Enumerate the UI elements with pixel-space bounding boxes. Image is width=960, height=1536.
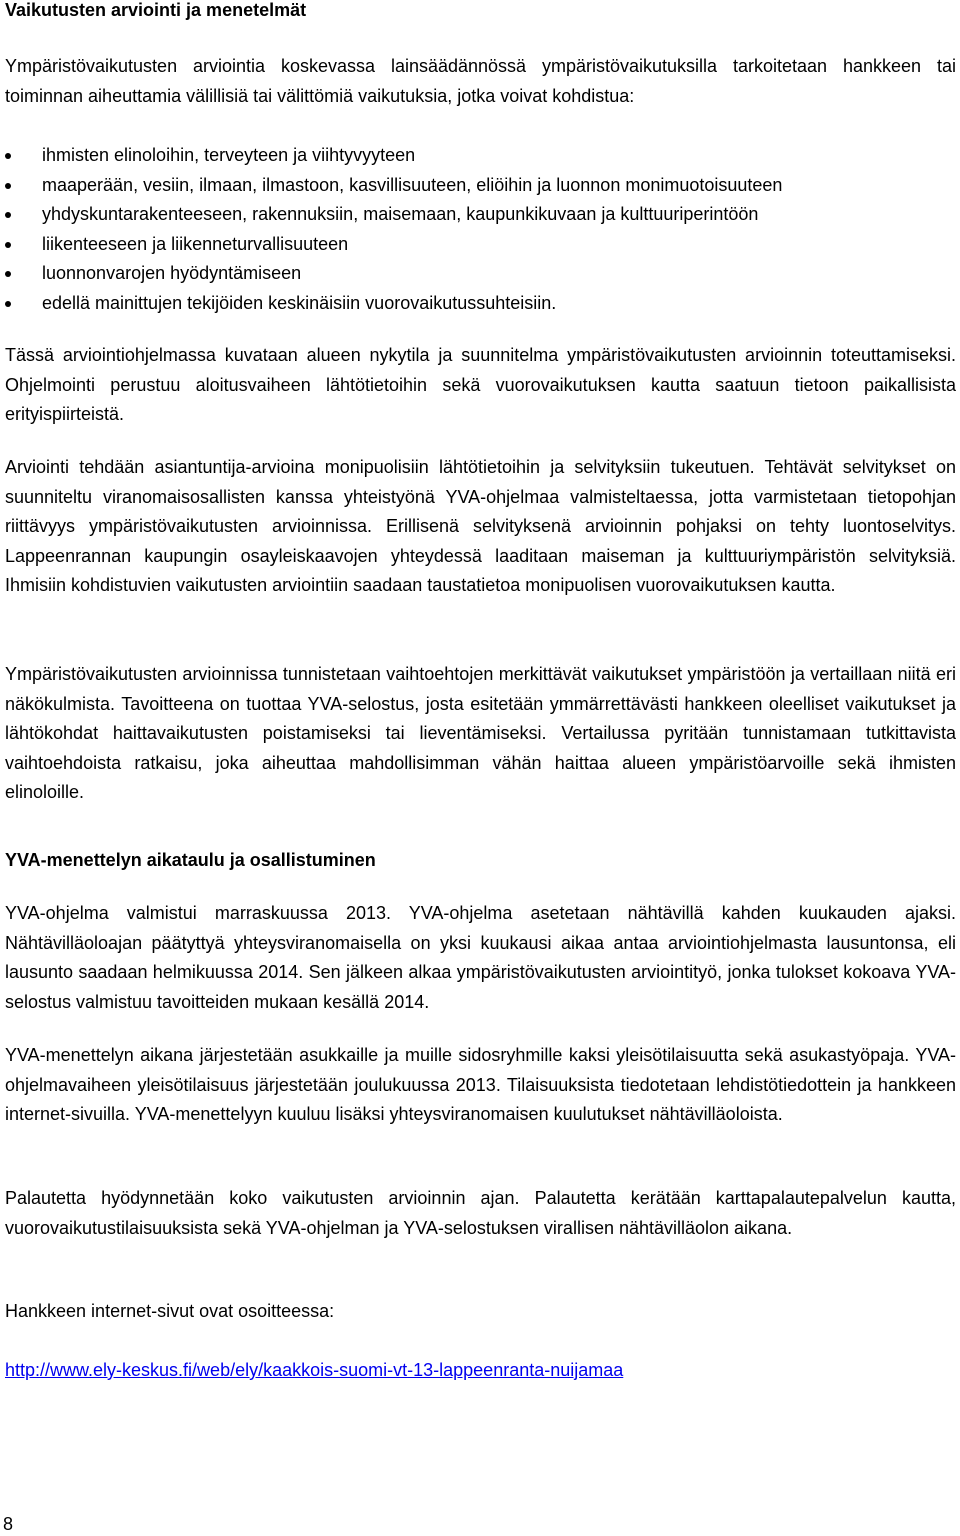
project-website-link[interactable]: http://www.ely-keskus.fi/web/ely/kaakkois-suomi-vt-13-lappeenranta-nuijamaa: [5, 1360, 624, 1380]
list-item-text: yhdyskuntarakenteeseen, rakennuksiin, maisemaan, kaupunkikuvaan ja kulttuuriperintöön: [42, 204, 759, 224]
list-item: [5, 141, 956, 171]
list-item: [5, 230, 956, 260]
heading-schedule-participation: YVA-menettelyn aikataulu ja osallistuminen: [5, 850, 376, 870]
events-paragraph: YVA-menettelyn aikana järjestetään asukkaille ja muille sidosryhmille kaksi yleisötilaisuutta sekä asukastyöpaja. YVA-ohjelmavaiheen yleisötilaisuus järjestetään joulukuussa 2013. Tilaisuuksista tiedotetaan lehdistötiedottein ja hankkeen internet-sivuilla. YVA-menettelyyn kuuluu lisäksi yhteysviranomaisen kuulutukset nähtävilläoloista.: [5, 1045, 956, 1124]
list-item-text: liikenteeseen ja liikenneturvallisuuteen: [42, 233, 349, 254]
schedule-paragraph: YVA-ohjelma valmistui marraskuussa 2013. YVA-ohjelma asetetaan nähtävillä kahden kuukauden ajaksi. Nähtävilläoloajan päätyttyä yhteysviranomaisella on yksi kuukausi aikaa antaa arviointiohjelmasta lausuntonsa, eli lausunto saadaan helmikuussa 2014. Sen jälkeen alkaa ympäristövaikutusten arviointityö, jonka tulokset kokoava YVA-selostus valmistuu tavoitteiden mukaan kesällä 2014.: [5, 903, 956, 1012]
comparison-paragraph: Ympäristövaikutusten arvioinnissa tunnistetaan vaihtoehtojen merkittävät vaikutukset ympäristöön ja vertaillaan niitä eri näkökulmista. Tavoitteena on tuottaa YVA-selostus, josta esitetään ymmärrettävästi hankkeen oleelliset vaikutukset ja lähtökohdat haittavaikutusten poistamiseksi tai lieventämiseksi. Vertailussa pyritään tunnistamaan tutkittavista vaihtoehdoista ratkaisu, joka aiheuttaa mahdollisimman vähän haittaa alueen ympäristöarvoille sekä ihmisten elinoloille.: [5, 664, 956, 802]
bullet-icon: [5, 183, 11, 189]
program-paragraph: Tässä arviointiohjelmassa kuvataan alueen nykytila ja suunnitelma ympäristövaikutusten arvioinnin toteuttamiseksi. Ohjelmointi perustuu aloitusvaiheen lähtötietoihin sekä vuorovaikutuksen kautta saatuun tietoon paikallisista erityispiirteistä.: [5, 345, 956, 424]
bullet-icon: [5, 153, 11, 159]
feedback-paragraph: Palautetta hyödynnetään koko vaikutusten arvioinnin ajan. Palautetta kerätään karttapalautepalvelun kautta, vuorovaikutustilaisuuksista sekä YVA-ohjelman ja YVA-selostuksen virallisen nähtävilläolon aikana.: [5, 1188, 956, 1238]
list-item: [5, 171, 956, 201]
list-item: [5, 200, 956, 230]
list-item-text: luonnonvarojen hyödyntämiseen: [42, 263, 302, 283]
website-intro-paragraph: Hankkeen internet-sivut ovat osoitteessa:: [5, 1301, 335, 1321]
bullet-icon: [5, 271, 11, 277]
heading-assessment-methods: Vaikutusten arviointi ja menetelmät: [5, 0, 307, 20]
intro-paragraph: Ympäristövaikutusten arviointia koskevassa lainsäädännössä ympäristövaikutuksilla tarkoitetaan hankkeen tai toiminnan aiheuttamia välillisiä tai välittömiä vaikutuksia, jotka voivat kohdistua:: [5, 56, 956, 106]
impact-target-list: [5, 141, 956, 318]
list-item-text: edellä mainittujen tekijöiden keskinäisiin vuorovaikutussuhteisiin.: [42, 292, 557, 313]
bullet-icon: [5, 242, 11, 248]
bullet-icon: [5, 301, 11, 307]
page-number: 8: [3, 1514, 14, 1534]
assessment-paragraph: Arviointi tehdään asiantuntija-arvioina monipuolisiin lähtötietoihin ja selvityksiin tukeutuen. Tehtävät selvitykset on suunniteltu viranomaisosallisten kanssa yhteistyönä YVA-ohjelmaa valmisteltaessa, jotta varmistetaan tietopohjan riittävyys ympäristövaikutusten arvioinnissa. Erillisenä selvityksenä arvioinnin pohjaksi on tehty luontoselvitys. Lappeenrannan kaupungin osayleiskaavojen yhteydessä laaditaan maiseman ja kulttuuriympäristön selvityksiä. Ihmisiin kohdistuvien vaikutusten arviointiin saadaan taustatietoa monipuolisen vuorovaikutuksen kautta.: [5, 457, 956, 595]
website-link-paragraph: [5, 1356, 956, 1386]
list-item: [5, 289, 956, 319]
list-item-text: ihmisten elinoloihin, terveyteen ja viihtyvyyteen: [42, 145, 416, 165]
list-item-text: maaperään, vesiin, ilmaan, ilmastoon, kasvillisuuteen, eliöihin ja luonnon monimuotoisuuteen: [42, 174, 783, 195]
bullet-icon: [5, 212, 11, 218]
list-item: [5, 259, 956, 289]
